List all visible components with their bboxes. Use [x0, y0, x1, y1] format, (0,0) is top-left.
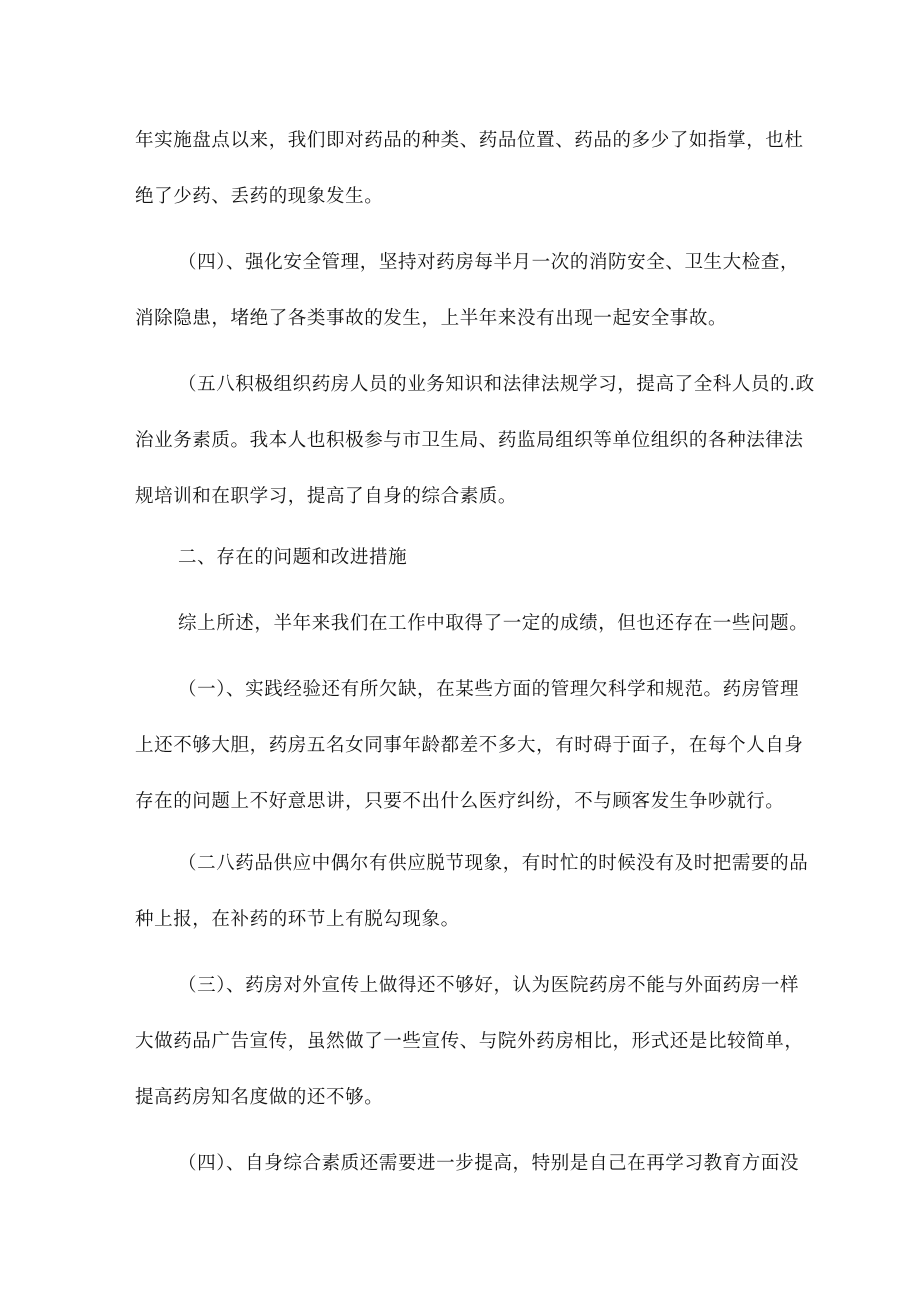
paragraph-line: 存在的问题上不好意思讲，只要不出什么医疗纠纷，不与顾客发生争吵就行。	[135, 791, 785, 812]
paragraph-line: （一）、实践经验还有所欠缺，在某些方面的管理欠科学和规范。药房管理	[178, 679, 800, 700]
paragraph-line: 种上报，在补药的环节上有脱勾现象。	[135, 909, 460, 930]
paragraph-line: 治业务素质。我本人也积极参与市卫生局、药监局组织等单位组织的各种法律法	[135, 430, 804, 451]
paragraph-line: 年实施盘点以来，我们即对药品的种类、药品位置、药品的多少了如指掌，也杜	[135, 130, 804, 151]
paragraph-line: （四）、自身综合素质还需要进一步提高，特别是自己在再学习教育方面没	[178, 1153, 800, 1174]
paragraph-line: （四）、强化安全管理，坚持对药房每半月一次的消防安全、卫生大检查，	[178, 252, 800, 273]
paragraph-line: （五八积极组织药房人员的业务知识和法律法规学习，提高了全科人员的.政	[178, 374, 815, 395]
paragraph-line: 绝了少药、丢药的现象发生。	[135, 186, 384, 207]
paragraph-line: （三）、药房对外宣传上做得还不够好，认为医院药房不能与外面药房一样	[178, 975, 800, 996]
paragraph-line: 提高药房知名度做的还不够。	[135, 1087, 384, 1108]
paragraph-line: 上还不够大胆，药房五名女同事年龄都差不多大，有时碍于面子，在每个人自身	[135, 735, 804, 756]
paragraph-line: 消除隐患，堵绝了各类事故的发生，上半年来没有出现一起安全事故。	[135, 308, 728, 329]
paragraph-line: 大做药品广告宣传，虽然做了一些宣传、与院外药房相比，形式还是比较简单，	[135, 1031, 804, 1052]
paragraph-line: 综上所述，半年来我们在工作中取得了一定的成绩，但也还存在一些问题。	[178, 613, 809, 634]
section-heading: 二、存在的问题和改进措施	[178, 547, 408, 568]
paragraph-line: （二八药品供应中偶尔有供应脱节现象，有时忙的时候没有及时把需要的品	[178, 853, 809, 874]
paragraph-line: 规培训和在职学习，提高了自身的综合素质。	[135, 486, 518, 507]
